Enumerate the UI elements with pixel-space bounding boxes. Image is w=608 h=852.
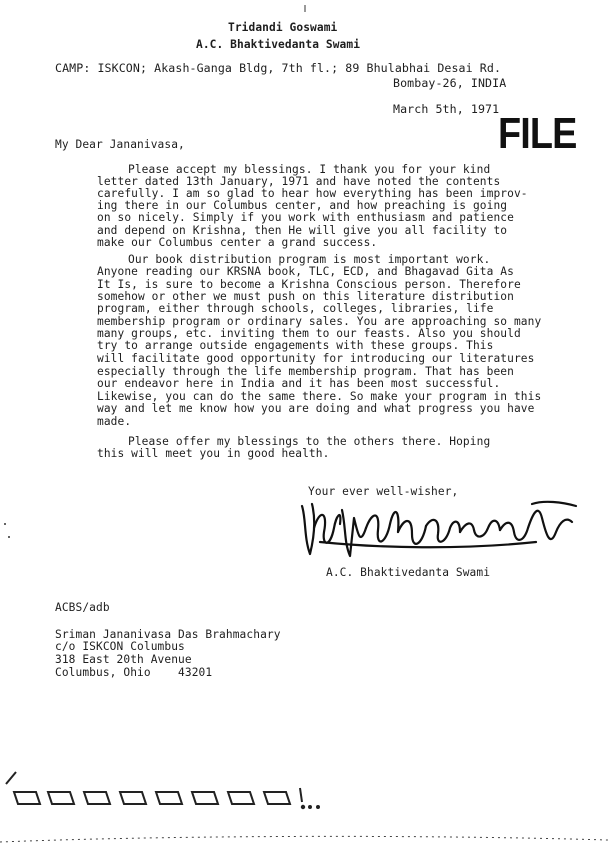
reference-initials: ACBS/adb xyxy=(55,601,110,614)
body-line: will facilitate good opportunity for introducing our literatures xyxy=(97,352,535,365)
letterhead-city: Bombay-26, INDIA xyxy=(393,76,507,90)
body-line: this will meet you in good health. xyxy=(97,447,330,460)
body-line: Please accept my blessings. I thank you for your kind xyxy=(128,163,491,176)
body-line: made. xyxy=(97,415,132,428)
body-line: and depend on Krishna, then He will give you all facility to xyxy=(97,224,508,237)
body-line: make our Columbus center a grand success. xyxy=(97,236,378,249)
body-line: especially through the life membership program. That has been xyxy=(97,365,514,378)
body-line: letter dated 13th January, 1971 and have noted the contents xyxy=(97,175,501,188)
address-line: Columbus, Ohio 43201 xyxy=(55,666,213,679)
letterhead-title: A.C. Bhaktivedanta Swami xyxy=(196,38,361,51)
body-line: program, either through schools, colleges, libraries, life xyxy=(97,302,494,315)
body-line: try to arrange outside engagements with these groups. This xyxy=(97,339,494,352)
signature-graphic xyxy=(300,498,580,560)
scan-artifact-strip xyxy=(0,770,608,852)
body-line: carefully. I am so glad to hear how everything has been improv- xyxy=(97,187,528,200)
body-line: on so nicely. Simply if you work with enthusiasm and patience xyxy=(97,211,514,224)
file-stamp: FILE xyxy=(498,109,577,158)
body-line: Anyone reading our KRSNA book, TLC, ECD, and Bhagavad Gita As xyxy=(97,265,514,278)
body-line: our endeavor here in India and it has been most successful. xyxy=(97,377,501,390)
body-line: way and let me know how you are doing and what progress you have xyxy=(97,402,535,415)
body-line: membership program or ordinary sales. You are approaching so many xyxy=(97,315,542,328)
letterhead-address: CAMP: ISKCON; Akash-Ganga Bldg, 7th fl.; 89 Bhulabhai Desai Rd. xyxy=(55,61,502,75)
body-line: It Is, is sure to become a Krishna Conscious person. Therefore xyxy=(97,278,521,291)
body-line: Likewise, you can do the same there. So make your program in this xyxy=(97,390,542,403)
body-line: Please offer my blessings to the others there. Hoping xyxy=(128,435,491,448)
signer-name: A.C. Bhaktivedanta Swami xyxy=(326,566,491,579)
address-line: Sriman Jananivasa Das Brahmachary xyxy=(55,628,281,641)
valediction: Your ever well-wisher, xyxy=(308,485,459,498)
letterhead-name: Tridandi Goswami xyxy=(228,21,338,34)
address-line: c/o ISKCON Columbus xyxy=(55,640,185,653)
letter-date: March 5th, 1971 xyxy=(393,102,500,116)
body-line: somehow or other we must push on this literature distribution xyxy=(97,290,514,303)
body-line: Our book distribution program is most important work. xyxy=(128,253,491,266)
body-line: many groups, etc. inviting them to our feasts. Also you should xyxy=(97,327,521,340)
scan-artifact-graphic xyxy=(0,770,608,850)
handwritten-signature xyxy=(300,498,580,562)
body-line: ing there in our Columbus center, and how preaching is going xyxy=(97,199,508,212)
address-line: 318 East 20th Avenue xyxy=(55,653,192,666)
salutation: My Dear Jananivasa, xyxy=(55,138,185,151)
